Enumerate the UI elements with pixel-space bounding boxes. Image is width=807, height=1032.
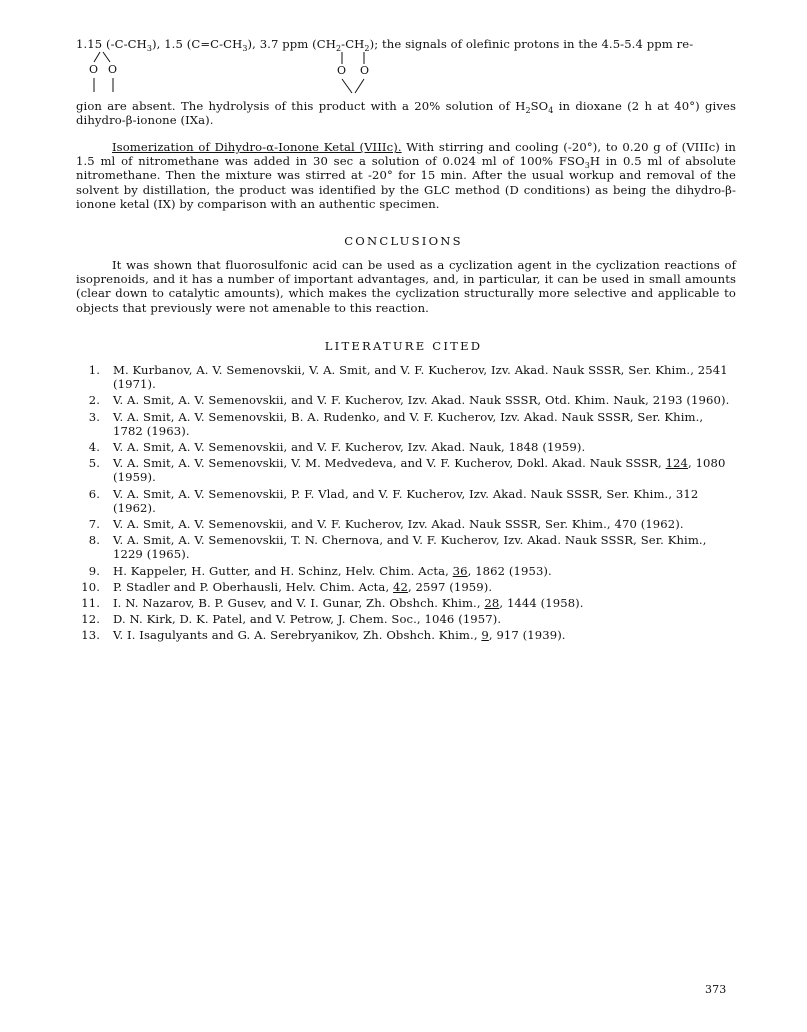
reference-text: V. A. Smit, A. V. Semenovskii, V. M. Medvedeva, and V. F. Kucherov, Dokl. Akad. Nauk SSSR, xyxy=(113,456,666,471)
reference-number: 12. xyxy=(81,612,100,627)
reference-item xyxy=(76,487,736,515)
reference-item xyxy=(76,564,736,578)
reference-item xyxy=(76,410,736,438)
reference-item xyxy=(76,517,736,531)
conclusions-paragraph: It was shown that fluorosulfonic acid can be used as a cyclization agent in the cyclization reactions of isoprenoids, and it has a number of important advantages, and, in particular, it can be used in small amounts (clear down to catalytic amounts), which makes the cyclization structurally more selective and applicable to objects that previously were not amenable to this reaction. xyxy=(76,258,736,315)
reference-text: M. Kurbanov, A. V. Semenovskii, V. A. Smit, and V. F. Kucherov, Izv. Akad. Nauk SSSR, Ser. Khim., 2541 (1971). xyxy=(113,363,728,392)
reference-volume: 36 xyxy=(452,563,468,578)
reference-text: V. A. Smit, A. V. Semenovskii, and V. F. Kucherov, Izv. Akad. Nauk, 1848 (1959). xyxy=(113,440,586,455)
reference-text: V. A. Smit, A. V. Semenovskii, P. F. Vlad, and V. F. Kucherov, Izv. Akad. Nauk SSSR, Ser. Khim., 312 (1962). xyxy=(113,486,699,515)
reference-item xyxy=(76,456,736,484)
reference-list xyxy=(76,363,736,645)
ketal-structure-left xyxy=(86,50,126,98)
reference-text: V. A. Smit, A. V. Semenovskii, B. A. Rudenko, and V. F. Kucherov, Izv. Akad. Nauk SSSR, Ser. Khim., 1782 (1963). xyxy=(113,409,704,438)
page-number: 373 xyxy=(705,983,727,996)
oxygen-label: O xyxy=(337,64,347,77)
reference-text-end: , 1862 (1953). xyxy=(467,563,552,578)
reference-number: 7. xyxy=(88,517,100,532)
reference-number: 10. xyxy=(81,579,100,594)
reference-text: P. Stadler and P. Oberhausli, Helv. Chim. Acta, xyxy=(113,579,394,594)
reference-item xyxy=(76,580,736,594)
reference-text: H. Kappeler, H. Gutter, and H. Schinz, Helv. Chim. Acta, xyxy=(113,563,453,578)
reference-number: 2. xyxy=(88,393,100,408)
section-title: Isomerization of Dihydro-α-Ionone Ketal (VIIIc). xyxy=(112,140,402,154)
reference-text-end: , 1080 (1959). xyxy=(113,456,726,485)
reference-text: V. I. Isagulyants and G. A. Serebryanikov, Zh. Obshch. Khim., xyxy=(113,628,482,643)
reference-text: I. N. Nazarov, B. P. Gusev, and V. I. Gunar, Zh. Obshch. Khim., xyxy=(113,596,485,611)
reference-number: 8. xyxy=(88,533,100,548)
reference-text: D. N. Kirk, D. K. Patel, and V. Petrow, J. Chem. Soc., 1046 (1957). xyxy=(113,612,502,627)
reference-text: V. A. Smit, A. V. Semenovskii, and V. F. Kucherov, Izv. Akad. Nauk SSSR, Ser. Khim., 470 (1962). xyxy=(113,517,684,532)
oxygen-label: O xyxy=(360,64,370,77)
reference-text-end: , 2597 (1959). xyxy=(407,579,493,594)
reference-volume: 28 xyxy=(484,596,500,611)
reference-item xyxy=(76,440,736,454)
reference-number: 11. xyxy=(81,596,100,611)
reference-text: V. A. Smit, A. V. Semenovskii, T. N. Chernova, and V. F. Kucherov, Izv. Akad. Nauk SSSR, Ser. Khim., 1229 (1965). xyxy=(113,533,707,562)
reference-item xyxy=(76,363,736,391)
nmr-signals-line xyxy=(76,37,736,99)
reference-text-end: , 917 (1939). xyxy=(488,628,566,643)
reference-number: 13. xyxy=(81,628,100,643)
literature-heading: LITERATURE CITED xyxy=(324,339,483,353)
conclusions-heading: CONCLUSIONS xyxy=(344,234,463,248)
reference-volume: 9 xyxy=(481,628,489,643)
reference-text-end: , 1444 (1958). xyxy=(499,596,584,611)
hydrolysis-paragraph: gion are absent. The hydrolysis of this product with a 20% solution of $H_2SO_4$ in dioxane (2 h at 40°) gives dihydro-β-ionone (IXa). xyxy=(76,99,736,128)
reference-number: 6. xyxy=(88,486,100,501)
reference-number: 3. xyxy=(88,409,100,424)
reference-volume: 42 xyxy=(393,579,408,594)
reference-number: 5. xyxy=(88,456,100,471)
isomerization-paragraph: Isomerization of Dihydro-α-Ionone Ketal (VIIIc). With stirring and cooling (-20°), to 0.20 g of (VIIIc) in 1.5 ml of nitromethane was added in 30 sec a solution of 0.024 ml of 100% $FSO_3H$ in 0.5 ml of absolute nitromethane. Then the mixture was stirred at -20° for 15 min. After the usual workup and removal of the solvent by distillation, the product was identified by the GLC method (D conditions) as being the dihydro-β-ionone ketal (IX) by comparison with an authentic specimen. xyxy=(76,140,737,211)
reference-volume: 124 xyxy=(665,456,688,471)
ketal-structure-right xyxy=(334,50,374,98)
reference-number: 9. xyxy=(88,563,100,578)
oxygen-label: O xyxy=(108,63,118,76)
oxygen-label: O xyxy=(89,63,99,76)
reference-number: 4. xyxy=(88,440,100,455)
reference-item xyxy=(76,596,736,610)
reference-item xyxy=(76,533,736,561)
reference-text: V. A. Smit, A. V. Semenovskii, and V. F. Kucherov, Izv. Akad. Nauk SSSR, Otd. Khim. Nauk, 2193 (1960). xyxy=(113,393,730,408)
reference-item xyxy=(76,393,736,407)
reference-number: 1. xyxy=(88,363,100,377)
nmr-signals-text: 1.15 $(-C-CH_3)$, 1.5 $(C=C-CH_3)$, 3.7 ppm $(CH_2-CH_2)$; the signals of olefinic protons in the 4.5-5.4 ppm re- xyxy=(76,37,694,53)
reference-item xyxy=(76,612,736,626)
reference-item xyxy=(76,628,736,642)
